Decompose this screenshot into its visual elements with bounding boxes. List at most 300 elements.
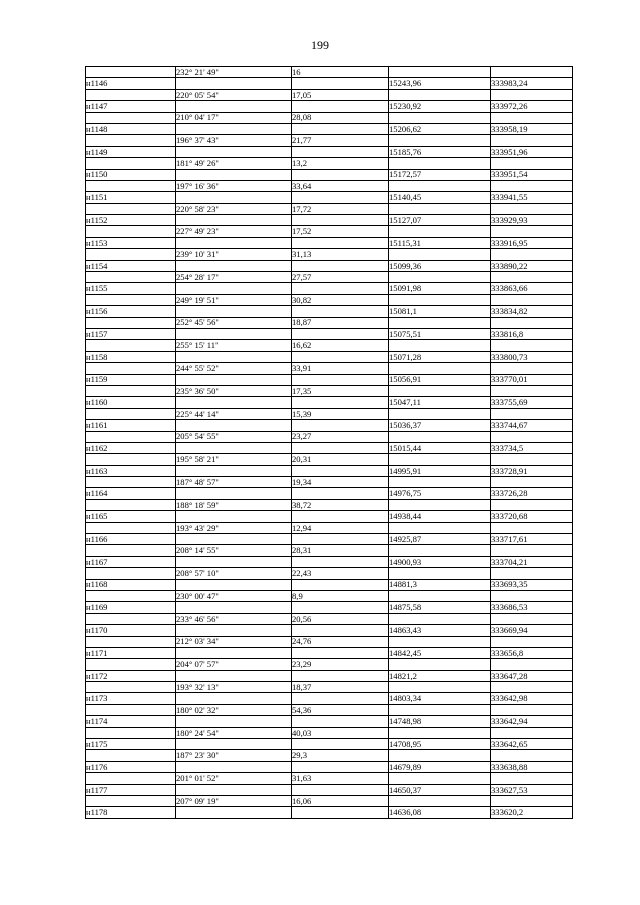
distance-cell: 15,39 <box>292 408 389 419</box>
distance-cell: 17,35 <box>292 385 389 396</box>
segment-row <box>86 226 573 237</box>
x-coordinate-cell: 14938,44 <box>389 511 491 522</box>
empty-y-cell <box>491 158 573 169</box>
empty-point-cell <box>86 659 176 670</box>
direction-angle-cell: 180° 24' 54" <box>176 727 292 738</box>
empty-y-cell <box>491 682 573 693</box>
empty-x-cell <box>389 385 491 396</box>
x-coordinate-cell: 14995,91 <box>389 465 491 476</box>
empty-angle-cell <box>176 716 292 727</box>
empty-distance-cell <box>292 306 389 317</box>
point-name-cell: н1167 <box>86 556 176 567</box>
distance-cell: 19,34 <box>292 477 389 488</box>
empty-y-cell <box>491 636 573 647</box>
empty-point-cell <box>86 158 176 169</box>
segment-row <box>86 67 573 78</box>
distance-cell: 16,62 <box>292 340 389 351</box>
direction-angle-cell: 244° 55' 52" <box>176 363 292 374</box>
point-name-cell: н1154 <box>86 260 176 271</box>
empty-y-cell <box>491 499 573 510</box>
y-coordinate-cell: 333941,55 <box>491 192 573 203</box>
distance-cell: 23,29 <box>292 659 389 670</box>
empty-distance-cell <box>292 328 389 339</box>
empty-x-cell <box>389 89 491 100</box>
segment-row <box>86 135 573 146</box>
empty-distance-cell <box>292 351 389 362</box>
distance-cell: 27,57 <box>292 272 389 283</box>
empty-x-cell <box>389 226 491 237</box>
empty-angle-cell <box>176 374 292 385</box>
empty-point-cell <box>86 796 176 807</box>
empty-angle-cell <box>176 283 292 294</box>
distance-cell: 33,91 <box>292 363 389 374</box>
point-name-cell: н1155 <box>86 283 176 294</box>
empty-y-cell <box>491 340 573 351</box>
empty-x-cell <box>389 750 491 761</box>
segment-row <box>86 203 573 214</box>
y-coordinate-cell: 333951,54 <box>491 169 573 180</box>
y-coordinate-cell: 333800,73 <box>491 351 573 362</box>
segment-row <box>86 431 573 442</box>
empty-distance-cell <box>292 761 389 772</box>
point-name-cell: н1158 <box>86 351 176 362</box>
point-row <box>86 260 573 271</box>
point-name-cell: н1176 <box>86 761 176 772</box>
direction-angle-cell: 225° 44' 14" <box>176 408 292 419</box>
empty-angle-cell <box>176 647 292 658</box>
point-name-cell: н1163 <box>86 465 176 476</box>
distance-cell: 17,05 <box>292 89 389 100</box>
point-row <box>86 283 573 294</box>
empty-point-cell <box>86 135 176 146</box>
empty-point-cell <box>86 727 176 738</box>
empty-x-cell <box>389 158 491 169</box>
direction-angle-cell: 180° 02' 32" <box>176 704 292 715</box>
segment-row <box>86 385 573 396</box>
x-coordinate-cell: 15127,07 <box>389 215 491 226</box>
empty-y-cell <box>491 545 573 556</box>
empty-angle-cell <box>176 420 292 431</box>
y-coordinate-cell: 333983,24 <box>491 78 573 89</box>
segment-row <box>86 454 573 465</box>
x-coordinate-cell: 14900,93 <box>389 556 491 567</box>
point-row <box>86 78 573 89</box>
point-row <box>86 534 573 545</box>
empty-point-cell <box>86 294 176 305</box>
y-coordinate-cell: 333693,35 <box>491 579 573 590</box>
point-row <box>86 647 573 658</box>
point-name-cell: н1172 <box>86 670 176 681</box>
empty-y-cell <box>491 750 573 761</box>
distance-cell: 54,36 <box>292 704 389 715</box>
segment-row <box>86 682 573 693</box>
direction-angle-cell: 193° 43' 29" <box>176 522 292 533</box>
distance-cell: 24,76 <box>292 636 389 647</box>
segment-row <box>86 568 573 579</box>
empty-point-cell <box>86 272 176 283</box>
y-coordinate-cell: 333642,65 <box>491 739 573 750</box>
empty-point-cell <box>86 67 176 78</box>
empty-angle-cell <box>176 534 292 545</box>
x-coordinate-cell: 15115,31 <box>389 237 491 248</box>
point-row <box>86 761 573 772</box>
empty-angle-cell <box>176 78 292 89</box>
empty-y-cell <box>491 294 573 305</box>
empty-distance-cell <box>292 260 389 271</box>
empty-x-cell <box>389 135 491 146</box>
segment-row <box>86 545 573 556</box>
point-row <box>86 101 573 112</box>
point-name-cell: н1162 <box>86 442 176 453</box>
empty-angle-cell <box>176 101 292 112</box>
direction-angle-cell: 188° 18' 59" <box>176 499 292 510</box>
empty-x-cell <box>389 340 491 351</box>
distance-cell: 38,72 <box>292 499 389 510</box>
segment-row <box>86 727 573 738</box>
point-name-cell: н1178 <box>86 807 176 818</box>
x-coordinate-cell: 15056,91 <box>389 374 491 385</box>
point-row <box>86 442 573 453</box>
distance-cell: 23,27 <box>292 431 389 442</box>
segment-row <box>86 704 573 715</box>
empty-distance-cell <box>292 442 389 453</box>
y-coordinate-cell: 333720,68 <box>491 511 573 522</box>
distance-cell: 28,08 <box>292 112 389 123</box>
x-coordinate-cell: 14821,2 <box>389 670 491 681</box>
x-coordinate-cell: 14881,3 <box>389 579 491 590</box>
empty-x-cell <box>389 317 491 328</box>
direction-angle-cell: 232° 21' 49" <box>176 67 292 78</box>
direction-angle-cell: 201° 01' 52" <box>176 773 292 784</box>
empty-distance-cell <box>292 215 389 226</box>
empty-angle-cell <box>176 169 292 180</box>
empty-y-cell <box>491 431 573 442</box>
distance-cell: 30,82 <box>292 294 389 305</box>
point-name-cell: н1173 <box>86 693 176 704</box>
direction-angle-cell: 239° 10' 31" <box>176 249 292 260</box>
empty-distance-cell <box>292 78 389 89</box>
empty-point-cell <box>86 180 176 191</box>
x-coordinate-cell: 14875,58 <box>389 602 491 613</box>
point-row <box>86 579 573 590</box>
point-name-cell: н1152 <box>86 215 176 226</box>
point-row <box>86 488 573 499</box>
distance-cell: 29,3 <box>292 750 389 761</box>
segment-row <box>86 636 573 647</box>
empty-distance-cell <box>292 192 389 203</box>
empty-distance-cell <box>292 534 389 545</box>
point-row <box>86 807 573 818</box>
y-coordinate-cell: 333669,94 <box>491 625 573 636</box>
empty-x-cell <box>389 363 491 374</box>
segment-row <box>86 340 573 351</box>
empty-angle-cell <box>176 625 292 636</box>
empty-y-cell <box>491 135 573 146</box>
point-name-cell: н1169 <box>86 602 176 613</box>
point-name-cell: н1166 <box>86 534 176 545</box>
x-coordinate-cell: 15099,36 <box>389 260 491 271</box>
distance-cell: 20,56 <box>292 613 389 624</box>
empty-point-cell <box>86 636 176 647</box>
distance-cell: 22,43 <box>292 568 389 579</box>
empty-angle-cell <box>176 693 292 704</box>
segment-row <box>86 613 573 624</box>
distance-cell: 13,2 <box>292 158 389 169</box>
distance-cell: 31,63 <box>292 773 389 784</box>
segment-row <box>86 363 573 374</box>
point-row <box>86 192 573 203</box>
point-name-cell: н1177 <box>86 784 176 795</box>
direction-angle-cell: 252° 45' 56" <box>176 317 292 328</box>
empty-point-cell <box>86 431 176 442</box>
segment-row <box>86 294 573 305</box>
y-coordinate-cell: 333728,91 <box>491 465 573 476</box>
y-coordinate-cell: 333863,66 <box>491 283 573 294</box>
direction-angle-cell: 220° 58' 23" <box>176 203 292 214</box>
empty-angle-cell <box>176 556 292 567</box>
empty-distance-cell <box>292 647 389 658</box>
empty-distance-cell <box>292 420 389 431</box>
empty-y-cell <box>491 203 573 214</box>
distance-cell: 21,77 <box>292 135 389 146</box>
direction-angle-cell: 208° 57' 10" <box>176 568 292 579</box>
y-coordinate-cell: 333656,8 <box>491 647 573 658</box>
x-coordinate-cell: 14636,08 <box>389 807 491 818</box>
empty-distance-cell <box>292 625 389 636</box>
y-coordinate-cell: 333647,28 <box>491 670 573 681</box>
segment-row <box>86 750 573 761</box>
x-coordinate-cell: 15047,11 <box>389 397 491 408</box>
empty-angle-cell <box>176 442 292 453</box>
direction-angle-cell: 254° 28' 17" <box>176 272 292 283</box>
x-coordinate-cell: 15230,92 <box>389 101 491 112</box>
empty-distance-cell <box>292 146 389 157</box>
empty-point-cell <box>86 477 176 488</box>
empty-angle-cell <box>176 215 292 226</box>
point-name-cell: н1146 <box>86 78 176 89</box>
y-coordinate-cell: 333642,94 <box>491 716 573 727</box>
direction-angle-cell: 196° 37' 43" <box>176 135 292 146</box>
segment-row <box>86 773 573 784</box>
empty-y-cell <box>491 112 573 123</box>
y-coordinate-cell: 333744,67 <box>491 420 573 431</box>
x-coordinate-cell: 15172,57 <box>389 169 491 180</box>
empty-x-cell <box>389 659 491 670</box>
empty-angle-cell <box>176 328 292 339</box>
segment-row <box>86 499 573 510</box>
x-coordinate-cell: 15081,1 <box>389 306 491 317</box>
direction-angle-cell: 230° 00' 47" <box>176 590 292 601</box>
y-coordinate-cell: 333638,88 <box>491 761 573 772</box>
empty-angle-cell <box>176 465 292 476</box>
y-coordinate-cell: 333770,01 <box>491 374 573 385</box>
x-coordinate-cell: 14650,37 <box>389 784 491 795</box>
segment-row <box>86 249 573 260</box>
point-row <box>86 465 573 476</box>
x-coordinate-cell: 14748,98 <box>389 716 491 727</box>
empty-x-cell <box>389 568 491 579</box>
empty-x-cell <box>389 408 491 419</box>
point-row <box>86 123 573 134</box>
point-row <box>86 420 573 431</box>
empty-y-cell <box>491 180 573 191</box>
direction-angle-cell: 220° 05' 54" <box>176 89 292 100</box>
direction-angle-cell: 205° 54' 55" <box>176 431 292 442</box>
point-row <box>86 374 573 385</box>
x-coordinate-cell: 14976,75 <box>389 488 491 499</box>
empty-distance-cell <box>292 283 389 294</box>
empty-distance-cell <box>292 169 389 180</box>
direction-angle-cell: 249° 19' 51" <box>176 294 292 305</box>
y-coordinate-cell: 333734,5 <box>491 442 573 453</box>
distance-cell: 18,37 <box>292 682 389 693</box>
empty-point-cell <box>86 317 176 328</box>
empty-point-cell <box>86 590 176 601</box>
y-coordinate-cell: 333951,96 <box>491 146 573 157</box>
distance-cell: 12,94 <box>292 522 389 533</box>
empty-y-cell <box>491 249 573 260</box>
y-coordinate-cell: 333834,82 <box>491 306 573 317</box>
empty-angle-cell <box>176 146 292 157</box>
point-row <box>86 670 573 681</box>
x-coordinate-cell: 15015,44 <box>389 442 491 453</box>
y-coordinate-cell: 333972,26 <box>491 101 573 112</box>
point-row <box>86 237 573 248</box>
y-coordinate-cell: 333627,53 <box>491 784 573 795</box>
empty-y-cell <box>491 477 573 488</box>
point-row <box>86 556 573 567</box>
empty-y-cell <box>491 568 573 579</box>
page-number: 199 <box>311 38 329 52</box>
point-name-cell: н1174 <box>86 716 176 727</box>
empty-y-cell <box>491 796 573 807</box>
x-coordinate-cell: 15091,98 <box>389 283 491 294</box>
distance-cell: 33,64 <box>292 180 389 191</box>
empty-x-cell <box>389 203 491 214</box>
segment-row <box>86 89 573 100</box>
point-row <box>86 511 573 522</box>
y-coordinate-cell: 333890,22 <box>491 260 573 271</box>
direction-angle-cell: 204° 07' 57" <box>176 659 292 670</box>
point-row <box>86 351 573 362</box>
point-row <box>86 146 573 157</box>
empty-point-cell <box>86 385 176 396</box>
empty-point-cell <box>86 704 176 715</box>
empty-x-cell <box>389 294 491 305</box>
empty-y-cell <box>491 590 573 601</box>
empty-distance-cell <box>292 716 389 727</box>
empty-x-cell <box>389 636 491 647</box>
direction-angle-cell: 207° 09' 19" <box>176 796 292 807</box>
segment-row <box>86 796 573 807</box>
point-name-cell: н1170 <box>86 625 176 636</box>
segment-row <box>86 590 573 601</box>
empty-angle-cell <box>176 761 292 772</box>
distance-cell: 8,9 <box>292 590 389 601</box>
direction-angle-cell: 255° 15' 11" <box>176 340 292 351</box>
y-coordinate-cell: 333704,21 <box>491 556 573 567</box>
x-coordinate-cell: 14925,87 <box>389 534 491 545</box>
x-coordinate-cell: 14863,43 <box>389 625 491 636</box>
empty-distance-cell <box>292 784 389 795</box>
x-coordinate-cell: 14708,95 <box>389 739 491 750</box>
empty-distance-cell <box>292 123 389 134</box>
point-name-cell: н1147 <box>86 101 176 112</box>
empty-distance-cell <box>292 488 389 499</box>
distance-cell: 40,03 <box>292 727 389 738</box>
x-coordinate-cell: 14803,34 <box>389 693 491 704</box>
direction-angle-cell: 193° 32' 13" <box>176 682 292 693</box>
empty-y-cell <box>491 89 573 100</box>
empty-angle-cell <box>176 579 292 590</box>
x-coordinate-cell: 14679,89 <box>389 761 491 772</box>
empty-x-cell <box>389 431 491 442</box>
x-coordinate-cell: 15140,45 <box>389 192 491 203</box>
empty-point-cell <box>86 89 176 100</box>
direction-angle-cell: 195° 58' 21" <box>176 454 292 465</box>
empty-distance-cell <box>292 511 389 522</box>
direction-angle-cell: 210° 04' 17" <box>176 112 292 123</box>
x-coordinate-cell: 15243,96 <box>389 78 491 89</box>
empty-angle-cell <box>176 260 292 271</box>
y-coordinate-cell: 333929,93 <box>491 215 573 226</box>
empty-y-cell <box>491 454 573 465</box>
point-row <box>86 784 573 795</box>
y-coordinate-cell: 333755,69 <box>491 397 573 408</box>
x-coordinate-cell: 15075,51 <box>389 328 491 339</box>
empty-point-cell <box>86 545 176 556</box>
segment-row <box>86 158 573 169</box>
empty-x-cell <box>389 112 491 123</box>
empty-x-cell <box>389 796 491 807</box>
empty-x-cell <box>389 545 491 556</box>
empty-point-cell <box>86 363 176 374</box>
y-coordinate-cell: 333916,95 <box>491 237 573 248</box>
point-row <box>86 693 573 704</box>
y-coordinate-cell: 333958,19 <box>491 123 573 134</box>
empty-angle-cell <box>176 739 292 750</box>
empty-point-cell <box>86 249 176 260</box>
empty-point-cell <box>86 454 176 465</box>
distance-cell: 28,31 <box>292 545 389 556</box>
empty-x-cell <box>389 67 491 78</box>
point-name-cell: н1168 <box>86 579 176 590</box>
empty-y-cell <box>491 613 573 624</box>
distance-cell: 31,13 <box>292 249 389 260</box>
empty-point-cell <box>86 499 176 510</box>
empty-point-cell <box>86 112 176 123</box>
empty-point-cell <box>86 522 176 533</box>
empty-point-cell <box>86 408 176 419</box>
segment-row <box>86 180 573 191</box>
empty-point-cell <box>86 773 176 784</box>
point-name-cell: н1165 <box>86 511 176 522</box>
empty-y-cell <box>491 272 573 283</box>
segment-row <box>86 522 573 533</box>
empty-y-cell <box>491 408 573 419</box>
empty-angle-cell <box>176 784 292 795</box>
segment-row <box>86 659 573 670</box>
y-coordinate-cell: 333686,53 <box>491 602 573 613</box>
direction-angle-cell: 187° 23' 30" <box>176 750 292 761</box>
point-row <box>86 716 573 727</box>
empty-x-cell <box>389 727 491 738</box>
empty-x-cell <box>389 249 491 260</box>
point-row <box>86 397 573 408</box>
empty-x-cell <box>389 454 491 465</box>
empty-y-cell <box>491 363 573 374</box>
empty-y-cell <box>491 317 573 328</box>
